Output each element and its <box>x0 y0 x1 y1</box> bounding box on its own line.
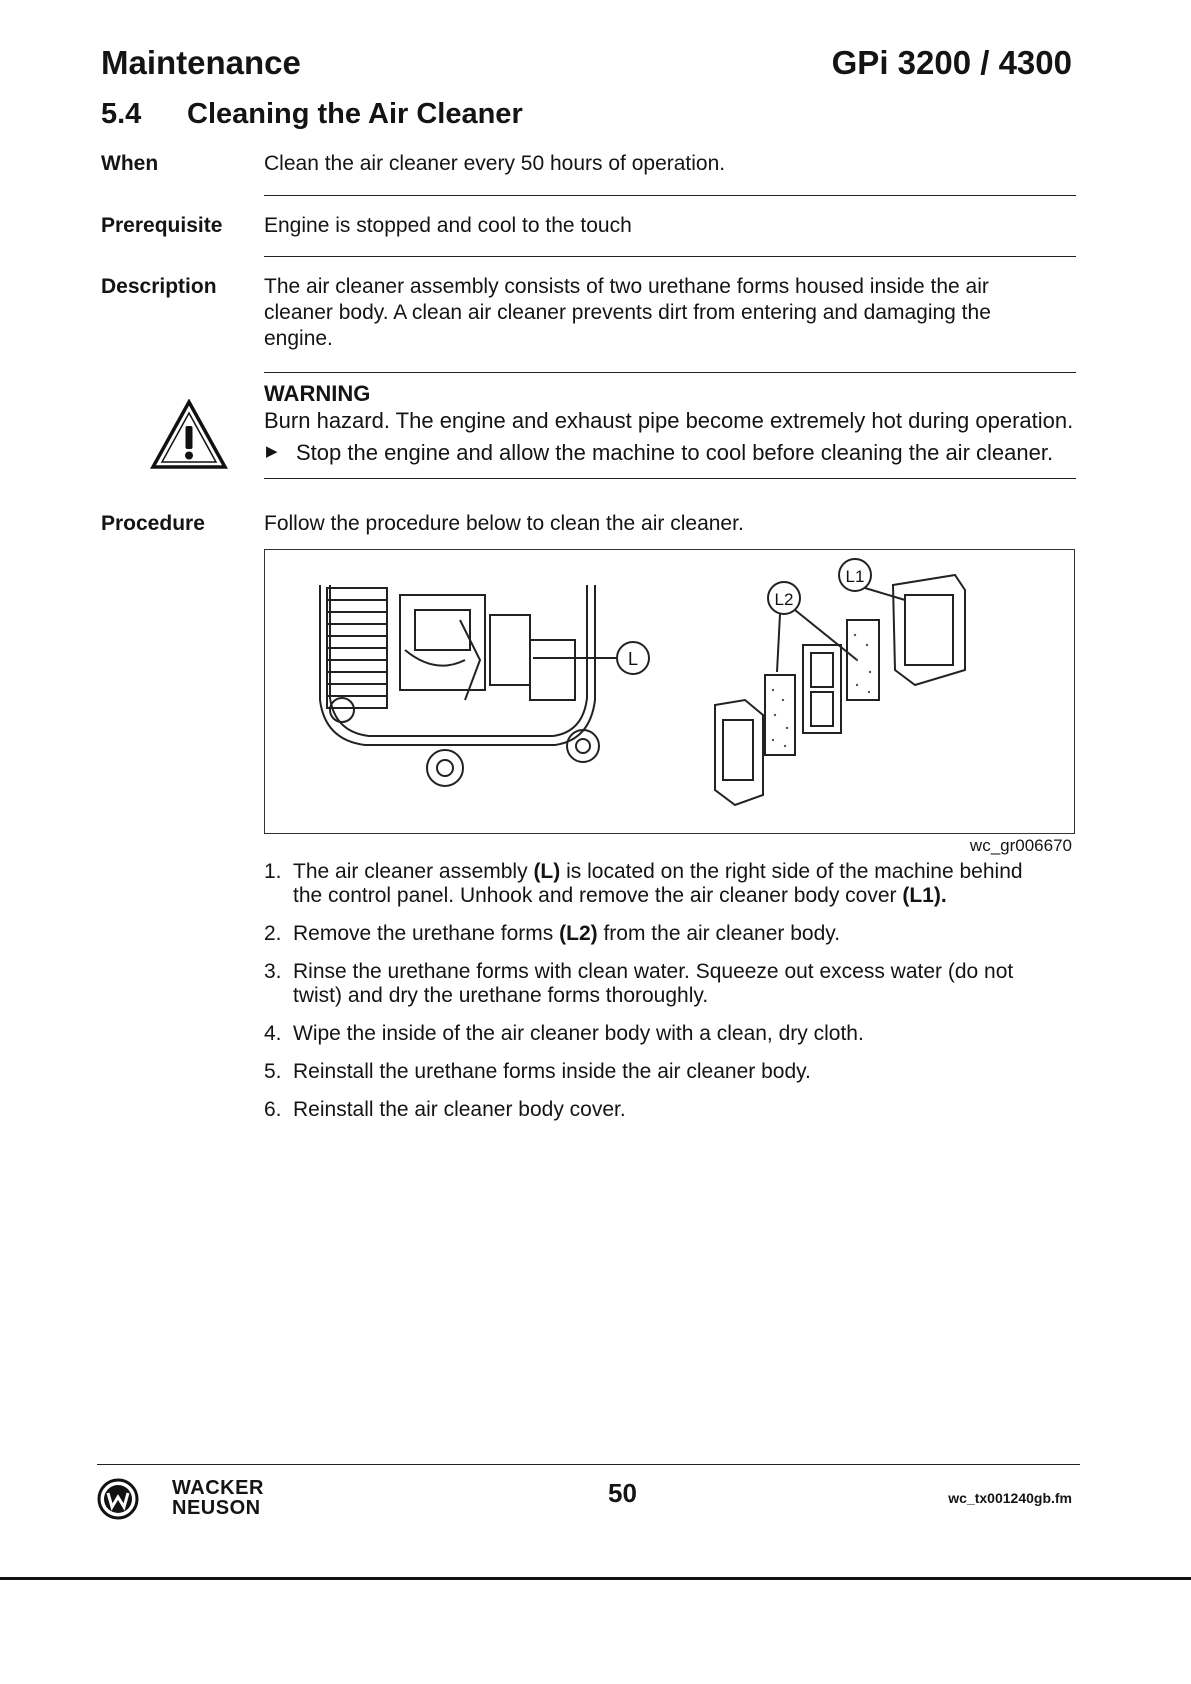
wacker-neuson-logo-icon <box>97 1478 139 1520</box>
page-bottom-edge <box>0 1577 1191 1580</box>
description-text <box>264 274 1076 352</box>
description-line: engine. <box>264 327 333 350</box>
description-line: cleaner body. A clean air cleaner prevents dirt from entering and damaging the <box>264 301 991 324</box>
section-number: 5.4 <box>101 98 142 130</box>
section-header: Maintenance <box>101 44 301 81</box>
procedure-intro: Follow the procedure below to clean the air cleaner. <box>264 512 744 535</box>
list-item: 3. Rinse the urethane forms with clean water. Squeeze out excess water (do not twist) and dry the urethane forms thoroughly. <box>264 960 1014 1007</box>
callout-l2: L2 <box>774 590 794 609</box>
list-item: 1. The air cleaner assembly (L) is located on the right side of the machine behind the control panel. Unhook and remove the air cleaner body cover (L1). <box>264 860 1023 907</box>
when-label: When <box>101 152 159 175</box>
warning-text: Burn hazard. The engine and exhaust pipe become extremely hot during operation. <box>264 408 1074 433</box>
file-name: wc_tx001240gb.fm <box>948 1490 1072 1506</box>
divider <box>264 372 1076 373</box>
list-item: 5. Reinstall the urethane forms inside the air cleaner body. <box>264 1060 811 1083</box>
air-cleaner-illustration <box>265 550 1074 833</box>
bullet-arrow-icon: ▶ <box>266 443 278 460</box>
prerequisite-text: Engine is stopped and cool to the touch <box>264 214 632 237</box>
warning-triangle-icon <box>150 399 228 470</box>
warning-action: Stop the engine and allow the machine to cool before cleaning the air cleaner. <box>296 440 1054 465</box>
divider <box>264 256 1076 257</box>
description-label: Description <box>101 275 217 298</box>
prerequisite-label: Prerequisite <box>101 214 223 237</box>
warning-title: WARNING <box>264 381 371 406</box>
list-item: 4. Wipe the inside of the air cleaner body with a clean, dry cloth. <box>264 1022 864 1045</box>
divider <box>264 478 1076 479</box>
callout-l: L <box>627 649 639 669</box>
figure <box>264 549 1075 834</box>
list-item: 2. Remove the urethane forms (L2) from the air cleaner body. <box>264 922 841 945</box>
when-text: Clean the air cleaner every 50 hours of operation. <box>264 152 726 175</box>
procedure-steps <box>264 860 1076 1136</box>
page-number: 50 <box>608 1478 637 1508</box>
list-item: 6. Reinstall the air cleaner body cover. <box>264 1098 626 1121</box>
brand-name: WACKER NEUSON <box>172 1477 264 1519</box>
divider <box>264 195 1076 196</box>
callout-l1: L1 <box>845 567 865 586</box>
model-header: GPi 3200 / 4300 <box>831 44 1072 81</box>
footer-divider <box>97 1464 1080 1465</box>
description-line: The air cleaner assembly consists of two urethane forms housed inside the air <box>264 275 989 298</box>
procedure-label: Procedure <box>101 512 205 535</box>
figure-caption: wc_gr006670 <box>969 836 1072 855</box>
page-title: Cleaning the Air Cleaner <box>187 98 523 130</box>
